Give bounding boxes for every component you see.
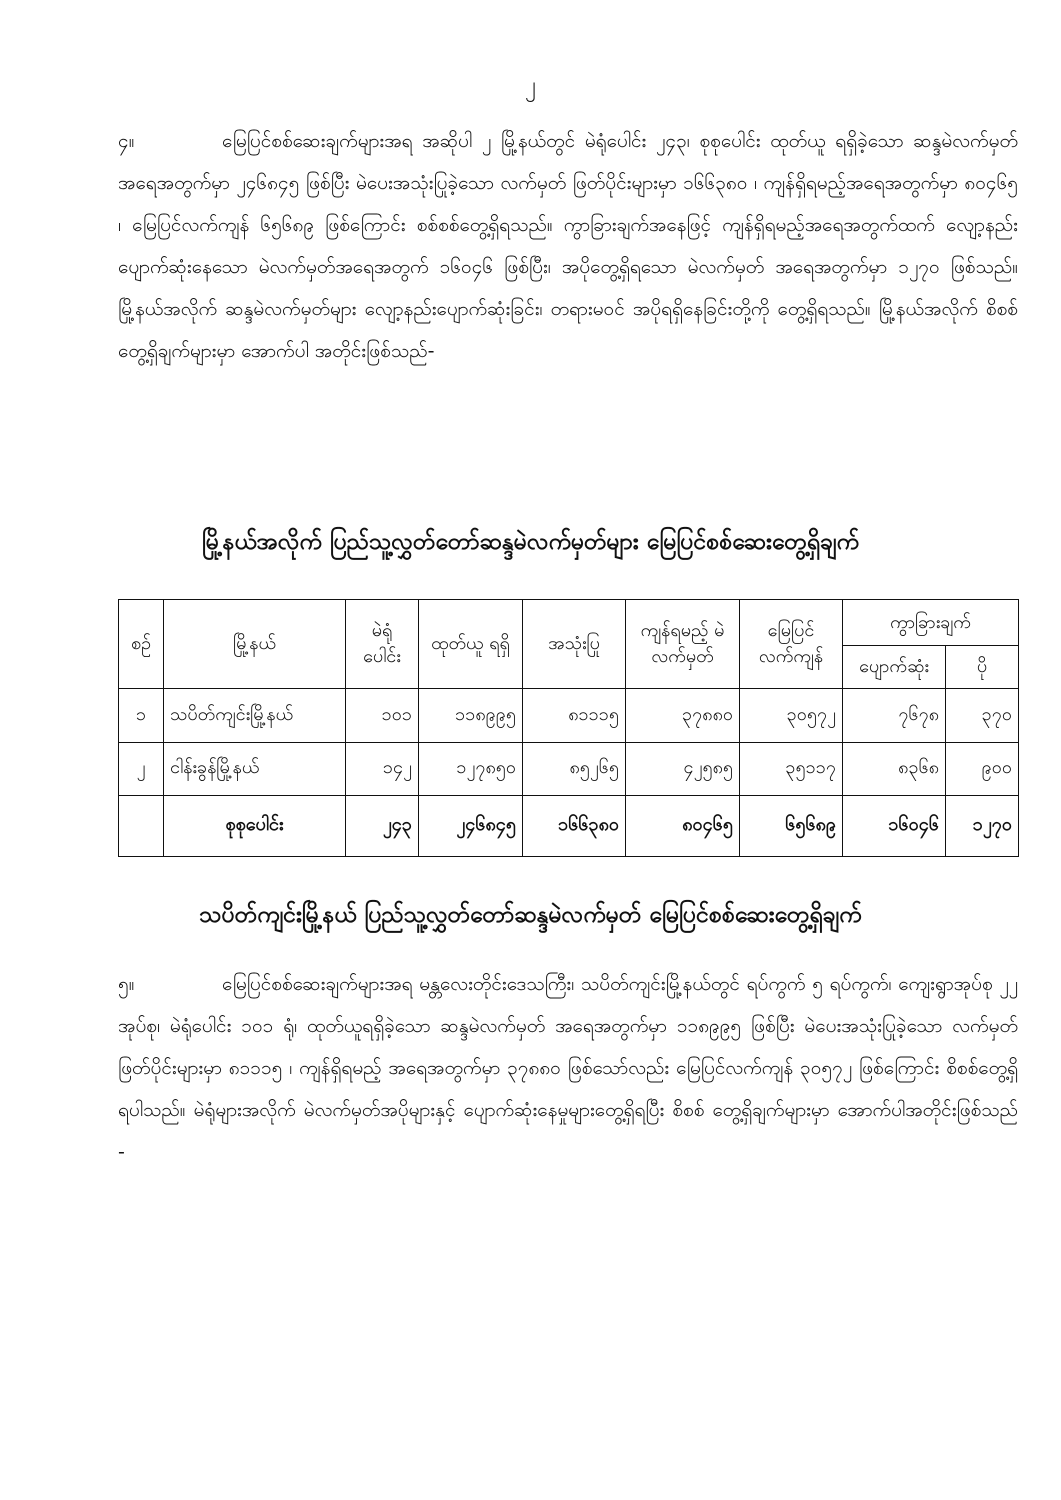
cell-used: ၈၅၂၆၅ (523, 742, 626, 795)
table-total-row (119, 795, 1019, 856)
table-row (119, 689, 1019, 742)
header-ground: မြေပြင် လက်ကျန် (740, 600, 843, 689)
cell-township: သပိတ်ကျင်းမြို့နယ် (164, 689, 346, 742)
cell-no: ၁ (119, 689, 164, 742)
cell-used: ၁၆၆၃၈၀ (523, 795, 626, 856)
page-number: ၂ (525, 73, 536, 98)
table-row (119, 742, 1019, 795)
cell-ground: ၃၀၅၇၂ (740, 689, 843, 742)
header-stations: မဲရုံ ပေါင်း (346, 600, 419, 689)
cell-ground: ၃၅၁၁၇ (740, 742, 843, 795)
section-heading-townships: မြို့နယ်အလိုက် ပြည်သူ့လွှတ်တော်ဆန္ဒမဲလက်မှတ်များ မြေပြင်စစ်ဆေးတွေ့ရှိချက် (201, 529, 860, 555)
section-heading-township-detail: သပိတ်ကျင်းမြို့နယ် ပြည်သူ့လွှတ်တော်ဆန္ဒမဲလက်မှတ် မြေပြင်စစ်ဆေးတွေ့ရှိချက် (199, 902, 862, 928)
paragraph-4 (118, 120, 1018, 372)
cell-lost: ၇၆၇၈ (843, 689, 946, 742)
header-issued: ထုတ်ယူ ရရှိ (419, 600, 523, 689)
cell-stations: ၂၄၃ (346, 795, 419, 856)
cell-no: ၂ (119, 742, 164, 795)
cell-issued: ၁၂၇၈၅၀ (419, 742, 523, 795)
cell-extra: ၉၀၀ (946, 742, 1019, 795)
header-extra: ပို (946, 646, 1019, 689)
cell-used: ၈၁၁၁၅ (523, 689, 626, 742)
cell-remaining: ၃၇၈၈၀ (626, 689, 740, 742)
paragraph-number: ၄။ (118, 130, 135, 152)
cell-issued: ၂၄၆၈၄၅ (419, 795, 523, 856)
paragraph-number: ၅။ (118, 973, 135, 995)
cell-extra: ၁၂၇၀ (946, 795, 1019, 856)
summary-table (118, 599, 1019, 857)
paragraph-text: မြေပြင်စစ်ဆေးချက်များအရ မန္တလေးတိုင်းဒေသကြီး၊ သပိတ်ကျင်းမြို့နယ်တွင် ရပ်ကွက် ၅ ရပ်ကွက်၊ ကျေးရွာအုပ်စု ၂၂ အုပ်စု၊ မဲရုံပေါင်း ၁၀၁ ရုံ၊ ထုတ်ယူရရှိခဲ့သော ဆန္ဒမဲလက်မှတ် အရေအတွက်မှာ ၁၁၈၉၉၅ ဖြစ်ပြီး မဲပေးအသုံးပြုခဲ့သော လက်မှတ်ဖြတ်ပိုင်းများမှာ ၈၁၁၁၅ ၊ ကျန်ရှိရမည့် အရေအတွက်မှာ ၃၇၈၈၀ ဖြစ်သော်လည်း မြေပြင်လက်ကျန် ၃၀၅၇၂ ဖြစ်ကြောင်း စိစစ်တွေ့ရှိရပါသည်။ မဲရုံများအလိုက် မဲလက်မှတ်အပိုများနှင့် ပျောက်ဆုံးနေမှုများတွေ့ရှိရပြီး စိစစ် တွေ့ရှိချက်များမှာ အောက်ပါအတိုင်းဖြစ်သည် - (118, 973, 1018, 1163)
cell-total-label: စုစုပေါင်း (164, 795, 346, 856)
paragraph-text: မြေပြင်စစ်ဆေးချက်များအရ အဆိုပါ ၂ မြို့နယ်တွင် မဲရုံပေါင်း ၂၄၃၊ စုစုပေါင်း ထုတ်ယူ ရရှိခဲ့သော ဆန္ဒမဲလက်မှတ်အရေအတွက်မှာ ၂၄၆၈၄၅ ဖြစ်ပြီး မဲပေးအသုံးပြုခဲ့သော လက်မှတ် ဖြတ်ပိုင်းများမှာ ၁၆၆၃၈၀ ၊ ကျန်ရှိရမည့်အရေအတွက်မှာ ၈၀၄၆၅ ၊ မြေပြင်လက်ကျန် ၆၅၆၈၉ ဖြစ်ကြောင်း စစ်စစ်တွေ့ရှိရသည်။ ကွာခြားချက်အနေဖြင့် ကျန်ရှိရမည့်အရေအတွက်ထက် လျော့နည်း ပျောက်ဆုံးနေသော မဲလက်မှတ်အရေအတွက် ၁၆၀၄၆ ဖြစ်ပြီး၊ အပိုတွေ့ရှိရသော မဲလက်မှတ် အရေအတွက်မှာ ၁၂၇၀ ဖြစ်သည်။ မြို့နယ်အလိုက် ဆန္ဒမဲလက်မှတ်များ လျော့နည်းပျောက်ဆုံးခြင်း၊ တရားမဝင် အပိုရရှိနေခြင်းတို့ကို တွေ့ရှိရသည်။ မြို့နယ်အလိုက် စိစစ်တွေ့ရှိချက်များမှာ အောက်ပါ အတိုင်းဖြစ်သည်- (118, 130, 1018, 362)
cell-ground: ၆၅၆၈၉ (740, 795, 843, 856)
header-lost: ပျောက်ဆုံး (843, 646, 946, 689)
cell-empty (119, 795, 164, 856)
cell-remaining: ၄၂၅၈၅ (626, 742, 740, 795)
header-difference: ကွာခြားချက် (843, 600, 1019, 646)
cell-lost: ၁၆၀၄၆ (843, 795, 946, 856)
cell-township: ငါန်းခွန်မြို့နယ် (164, 742, 346, 795)
header-remaining: ကျန်ရမည့် မဲလက်မှတ် (626, 600, 740, 689)
cell-extra: ၃၇၀ (946, 689, 1019, 742)
header-used: အသုံးပြု (523, 600, 626, 689)
cell-issued: ၁၁၈၉၉၅ (419, 689, 523, 742)
header-no: စဉ် (119, 600, 164, 689)
cell-stations: ၁၄၂ (346, 742, 419, 795)
header-township: မြို့နယ် (164, 600, 346, 689)
cell-lost: ၈၃၆၈ (843, 742, 946, 795)
cell-remaining: ၈၀၄၆၅ (626, 795, 740, 856)
paragraph-5 (118, 963, 1018, 1173)
cell-stations: ၁၀၁ (346, 689, 419, 742)
